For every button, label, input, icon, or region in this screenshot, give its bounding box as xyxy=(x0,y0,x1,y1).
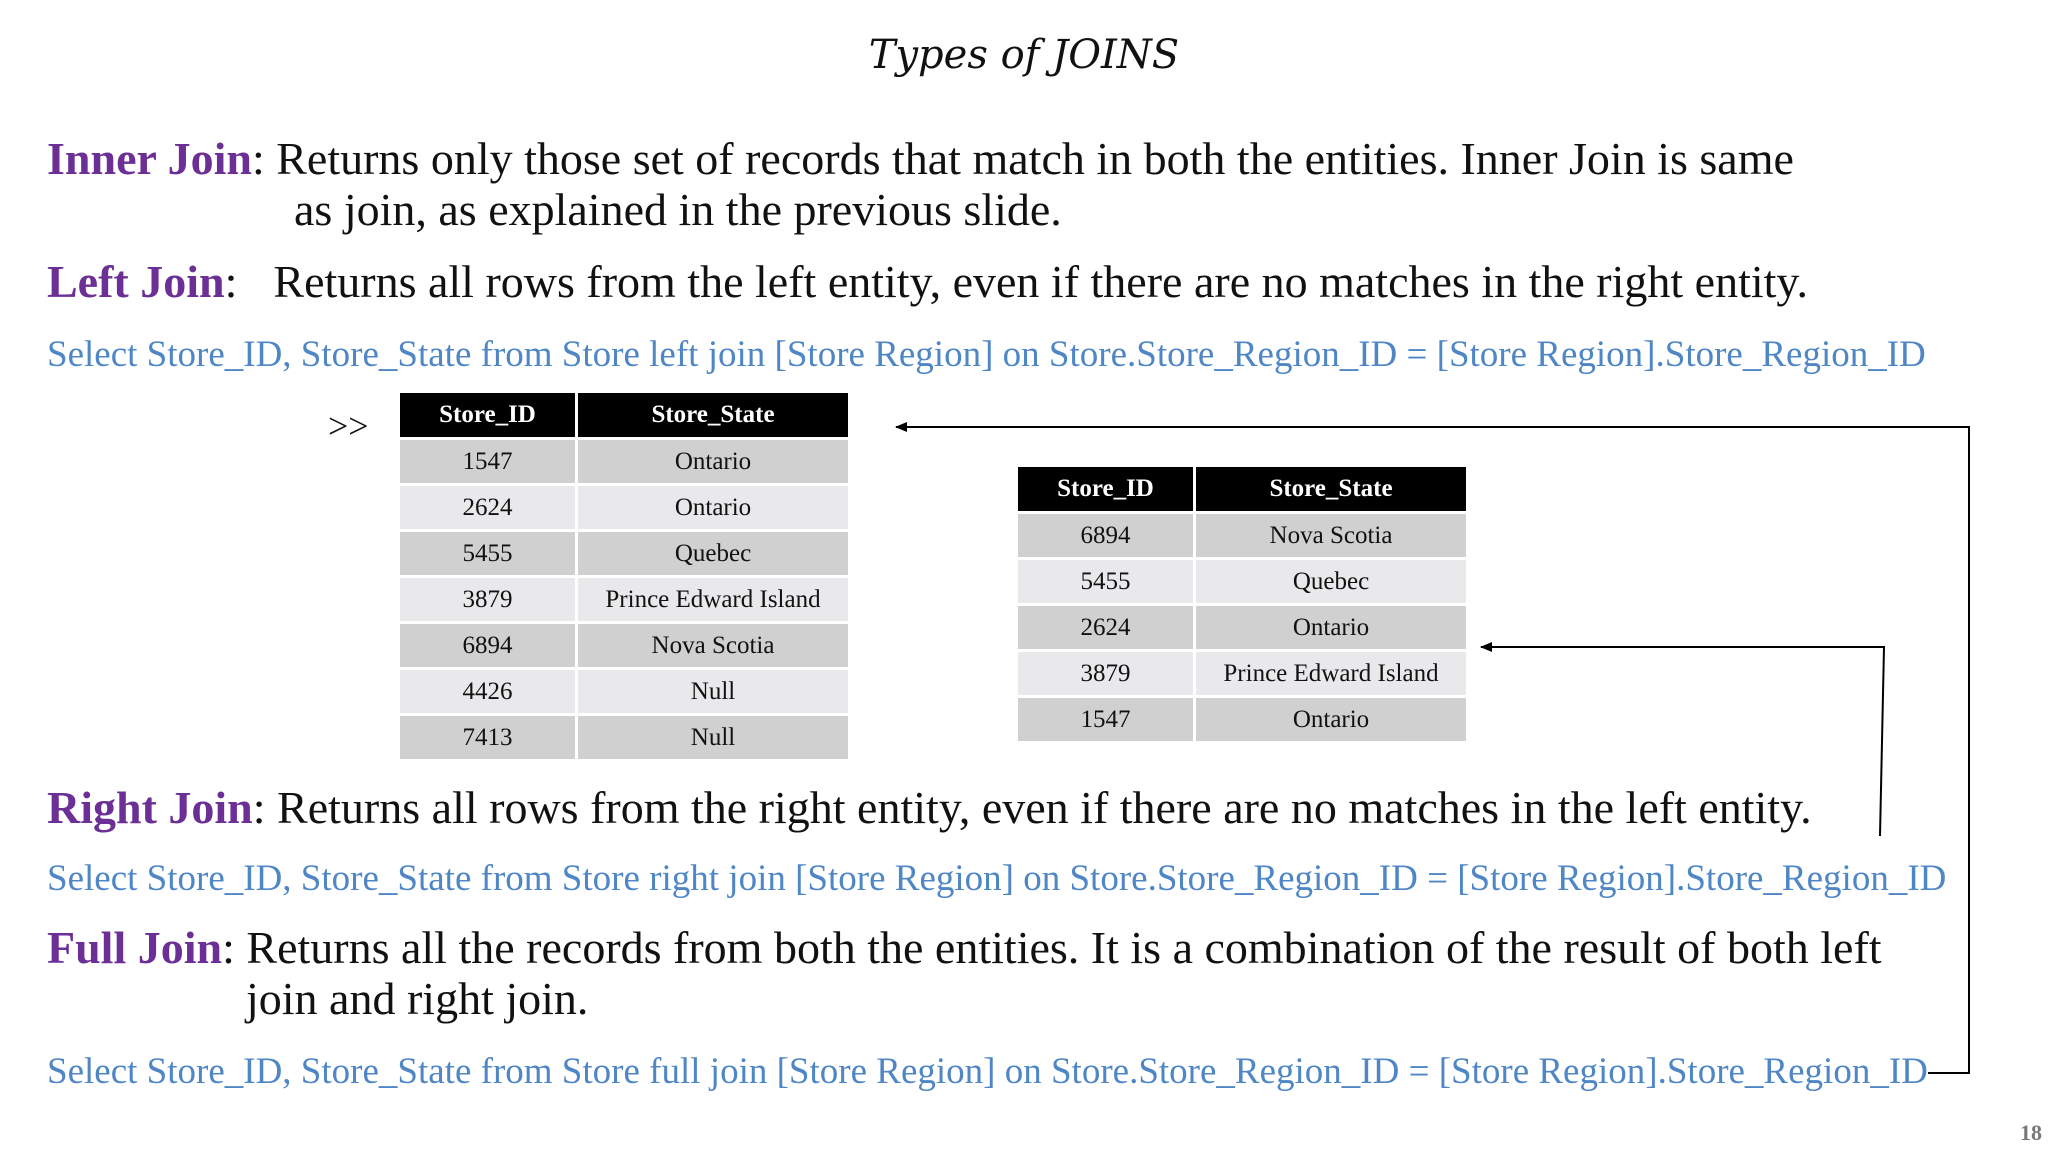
store-state-cell: Ontario xyxy=(1195,697,1468,743)
store-id-cell: 3879 xyxy=(1017,651,1195,697)
left-join-arrow xyxy=(896,427,1969,1073)
result-marker: >> xyxy=(328,406,369,446)
left-join-text: Returns all rows from the left entity, even if there are no matches in the right entity. xyxy=(273,256,1808,307)
right-join-term: Right Join xyxy=(47,782,253,833)
full-join-text-line1: Returns all the records from both the entities. It is a combination of the result of both left xyxy=(234,922,1882,973)
inner-join-text-line1: Returns only those set of records that match in both the entities. Inner Join is same xyxy=(264,133,1794,184)
store-id-cell: 5455 xyxy=(1017,559,1195,605)
inner-join-term: Inner Join xyxy=(47,133,252,184)
store-state-cell: Prince Edward Island xyxy=(577,577,850,623)
column-header-store-state: Store_State xyxy=(1195,466,1468,513)
store-id-cell: 7413 xyxy=(399,715,577,761)
store-id-cell: 6894 xyxy=(1017,513,1195,559)
left-join-term: Left Join xyxy=(47,256,225,307)
store-state-cell: Nova Scotia xyxy=(577,623,850,669)
store-state-cell: Ontario xyxy=(577,439,850,485)
store-id-cell: 6894 xyxy=(399,623,577,669)
store-id-cell: 2624 xyxy=(1017,605,1195,651)
right-join-text: Returns all rows from the right entity, even if there are no matches in the left entity. xyxy=(265,782,1812,833)
full-join-paragraph xyxy=(47,922,1882,973)
column-header-store-id: Store_ID xyxy=(399,392,577,439)
column-header-store-id: Store_ID xyxy=(1017,466,1195,513)
inner-join-separator: : xyxy=(251,133,265,184)
full-join-term: Full Join xyxy=(47,922,223,973)
store-state-cell: Ontario xyxy=(577,485,850,531)
full-join-sql: Select Store_ID, Store_State from Store full join [Store Region] on Store.Store_Region_ID = [Store Region].Store_Region_ID xyxy=(47,1051,1928,1092)
right-join-sql: Select Store_ID, Store_State from Store right join [Store Region] on Store.Store_Region_ID = [Store Region].Store_Region_ID xyxy=(47,858,1947,899)
page-number: 18 xyxy=(2020,1120,2042,1145)
slide-title: Types of JOINS xyxy=(868,32,1180,78)
column-header-store-state: Store_State xyxy=(577,392,850,439)
right-join-separator: : xyxy=(252,782,266,833)
store-id-cell: 4426 xyxy=(399,669,577,715)
store-state-cell: Prince Edward Island xyxy=(1195,651,1468,697)
store-id-cell: 5455 xyxy=(399,531,577,577)
inner-join-text-line2: as join, as explained in the previous slide. xyxy=(294,184,1062,235)
store-id-cell: 1547 xyxy=(399,439,577,485)
store-state-cell: Quebec xyxy=(1195,559,1468,605)
store-state-cell: Ontario xyxy=(1195,605,1468,651)
store-id-cell: 2624 xyxy=(399,485,577,531)
right-join-paragraph xyxy=(47,782,1812,833)
store-state-cell: Quebec xyxy=(577,531,850,577)
store-id-cell: 1547 xyxy=(1017,697,1195,743)
full-join-separator: : xyxy=(222,922,235,973)
store-id-cell: 3879 xyxy=(399,577,577,623)
store-state-cell: Nova Scotia xyxy=(1195,513,1468,559)
store-state-cell: Null xyxy=(577,669,850,715)
left-join-separator: : xyxy=(224,256,238,307)
store-state-cell: Null xyxy=(577,715,850,761)
full-join-text-line2: join and right join. xyxy=(246,973,589,1024)
left-join-sql: Select Store_ID, Store_State from Store left join [Store Region] on Store.Store_Region_ID = [Store Region].Store_Region_ID xyxy=(47,334,1926,375)
